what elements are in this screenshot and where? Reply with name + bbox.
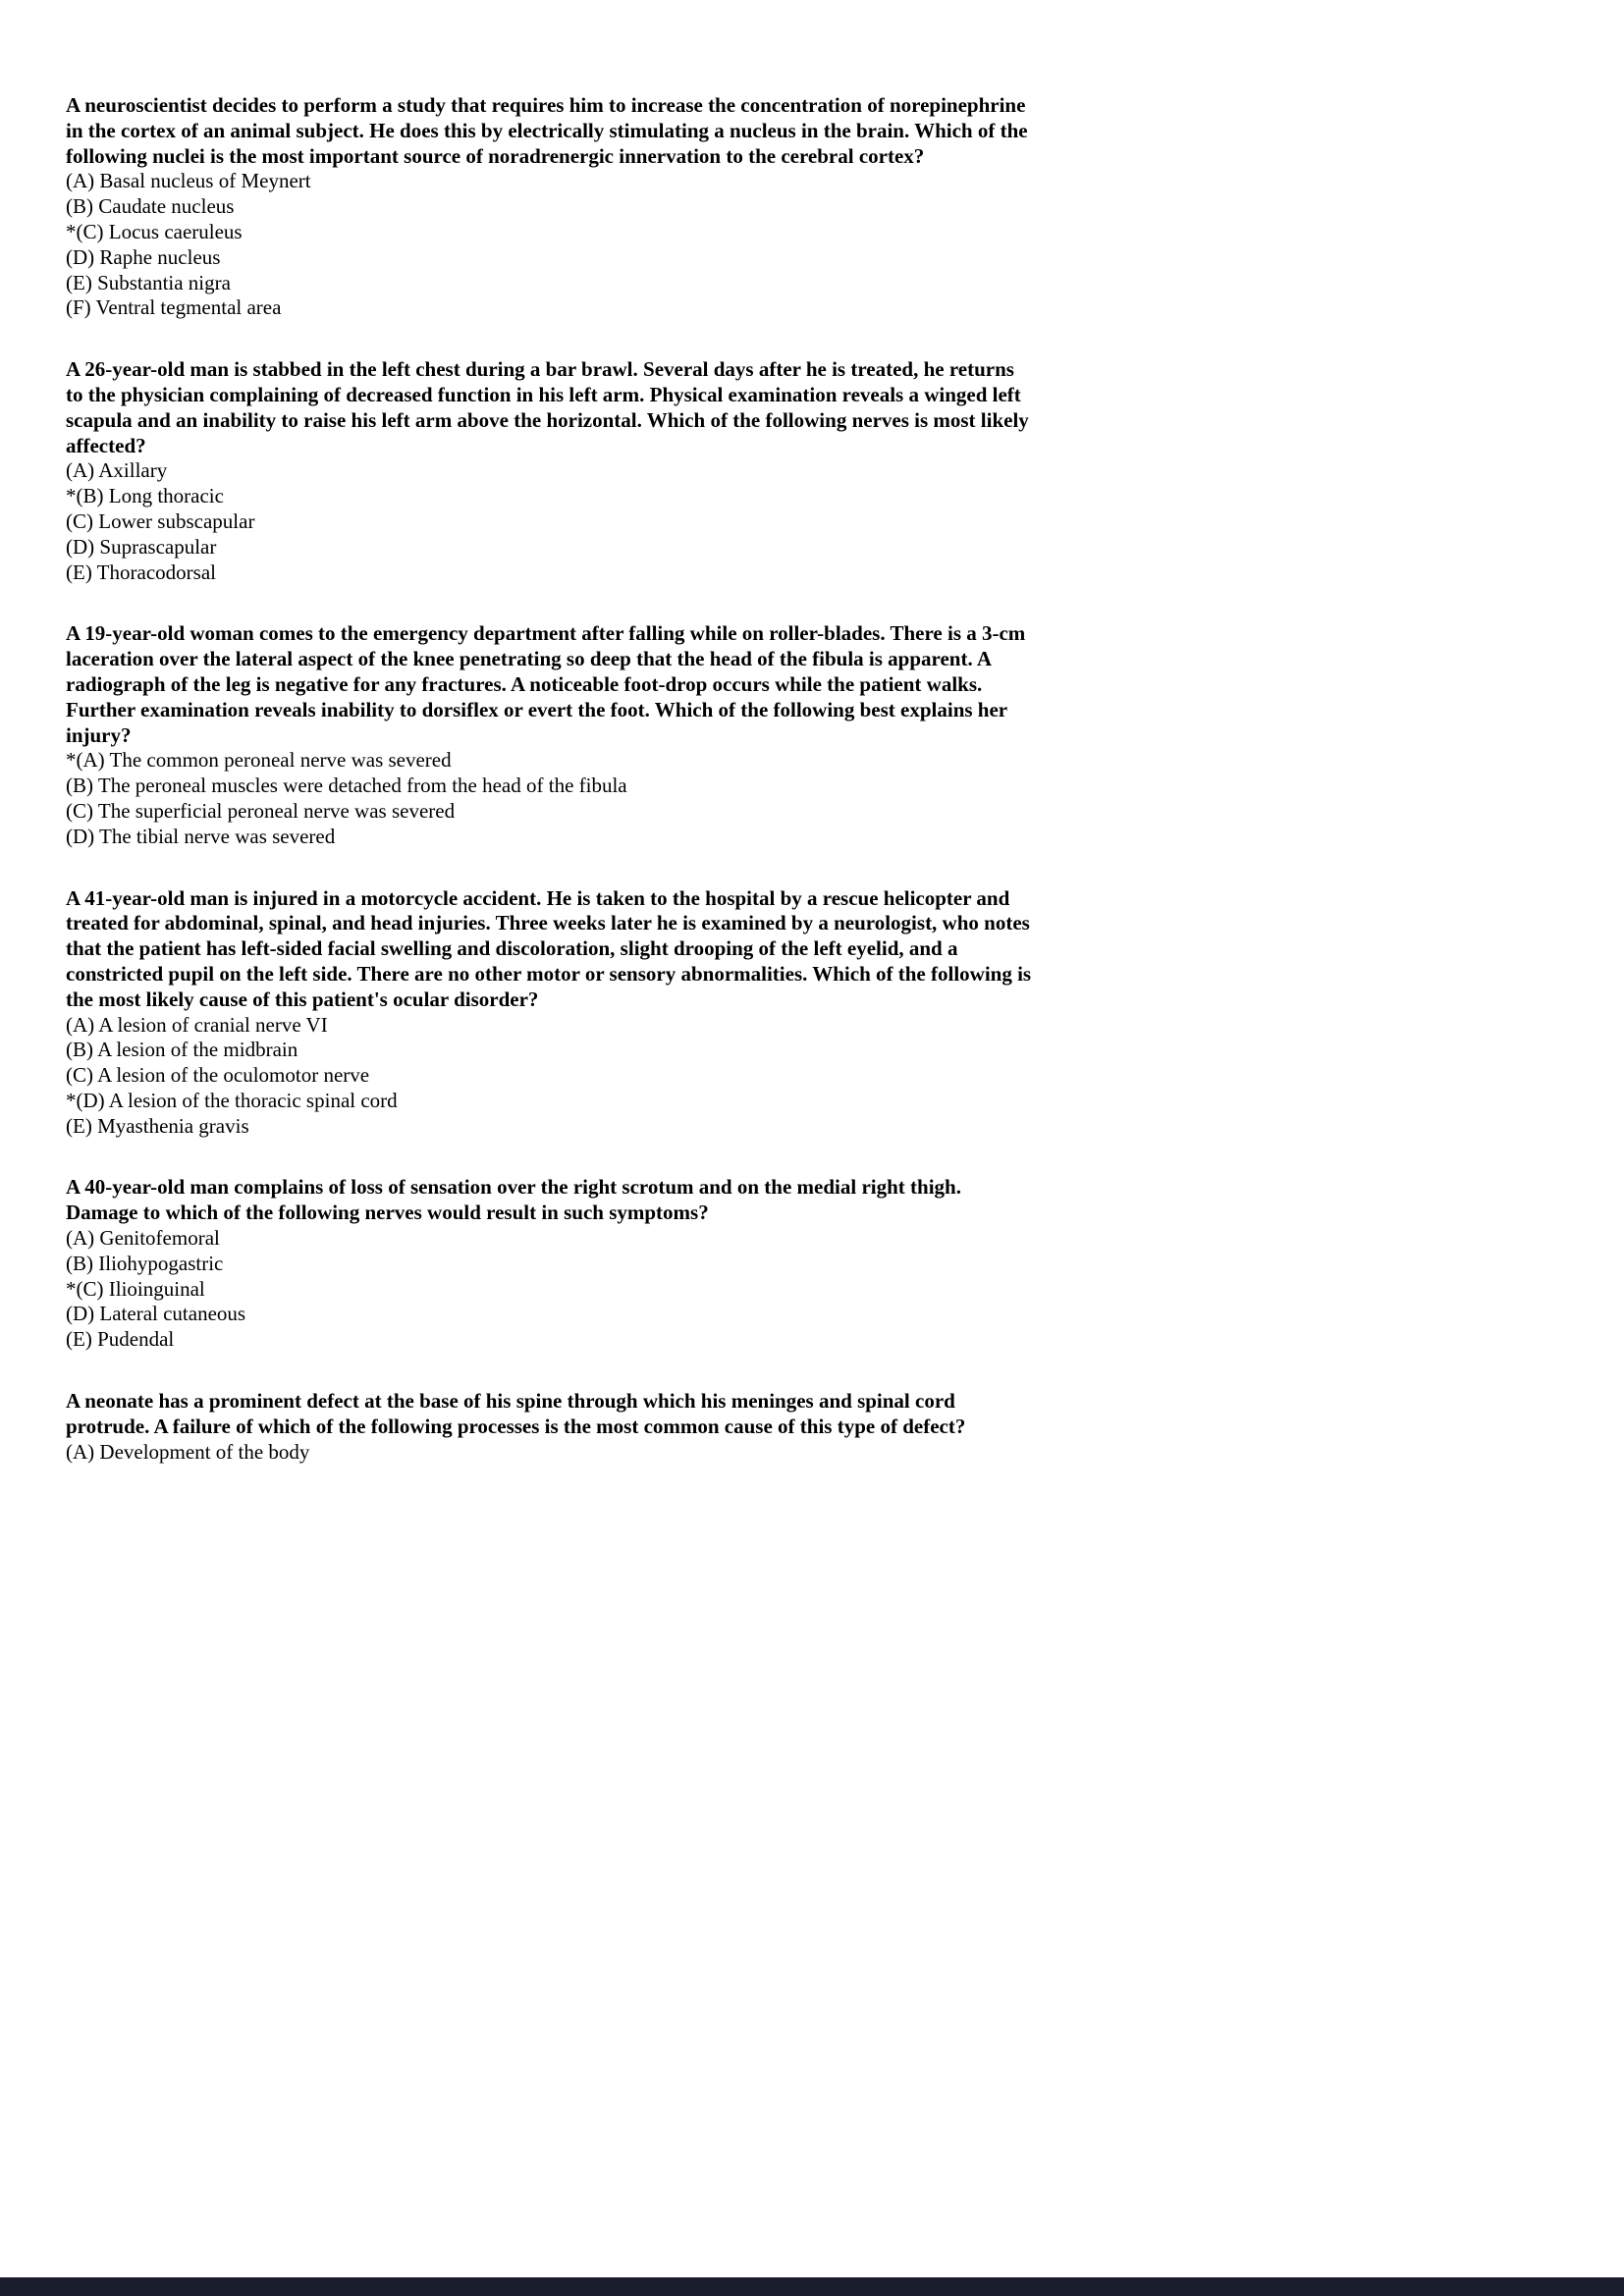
question-block — [66, 886, 1034, 1140]
answer-option-correct: *(B) Long thoracic — [66, 484, 224, 508]
question-block — [66, 1389, 1034, 1465]
question-stem: A 19-year-old woman comes to the emergency department after falling while on roller-blades. There is a 3-cm laceration over the lateral aspect of the knee penetrating so deep that the head of the fibula is apparent. A radiograph of the leg is negative for any fractures. A noticeable foot-drop occurs while the patient walks. Further examination reveals inability to dorsiflex or evert the foot. Which of the following best explains her injury? — [66, 621, 1026, 747]
answer-option: (C) A lesion of the oculomotor nerve — [66, 1063, 370, 1088]
question-stem: A 41-year-old man is injured in a motorcycle accident. He is taken to the hospital by a rescue helicopter and treated for abdominal, spinal, and head injuries. Three weeks later he is examined by a neurologist, who notes that the patient has left-sided facial swelling and discoloration, slight drooping of the left eyelid, and a constricted pupil on the left side. There are no other motor or sensory abnormalities. Which of the following is the most likely cause of this patient's ocular disorder? — [66, 885, 1032, 1011]
answer-option: (A) A lesion of cranial nerve VI — [66, 1012, 328, 1037]
answer-option: (E) Myasthenia gravis — [66, 1113, 249, 1138]
answer-option: (F) Ventral tegmental area — [66, 295, 282, 320]
answer-option: (B) The peroneal muscles were detached from the head of the fibula — [66, 774, 627, 798]
question-stem: A 26-year-old man is stabbed in the left chest during a bar brawl. Several days after he is treated, he returns to the physician complaining of decreased function in his left arm. Physical examination reveals a winged left scapula and an inability to raise his left arm above the horizontal. Which of the following nerves is most likely affected? — [66, 357, 1029, 457]
answer-option: (A) Axillary — [66, 458, 168, 483]
answer-option: (B) Iliohypogastric — [66, 1251, 224, 1275]
document-page — [66, 93, 1034, 1501]
answer-option: (A) Basal nucleus of Meynert — [66, 169, 311, 193]
answer-option: (C) Lower subscapular — [66, 508, 255, 533]
answer-option: (D) The tibial nerve was severed — [66, 824, 336, 848]
answer-option-correct: *(C) Ilioinguinal — [66, 1276, 205, 1301]
question-block — [66, 621, 1034, 849]
question-stem: A neuroscientist decides to perform a study that requires him to increase the concentration of norepinephrine in the cortex of an animal subject. He does this by electrically stimulating a nucleus in the brain. Which of the following nuclei is the most important source of noradrenergic innervation to the cerebral cortex? — [66, 93, 1028, 168]
question-stem: A neonate has a prominent defect at the base of his spine through which his meninges and spinal cord protrude. A failure of which of the following processes is the most common cause of this type of defect? — [66, 1389, 966, 1438]
answer-option: (B) Caudate nucleus — [66, 194, 235, 219]
answer-option: (D) Raphe nucleus — [66, 244, 221, 269]
answer-option: (E) Substantia nigra — [66, 270, 231, 294]
bottom-edge-bar — [0, 2277, 1624, 2296]
answer-option-correct: *(D) A lesion of the thoracic spinal cord — [66, 1088, 398, 1112]
questions-list — [66, 93, 1034, 1465]
answer-option: (B) A lesion of the midbrain — [66, 1038, 298, 1062]
question-stem: A 40-year-old man complains of loss of sensation over the right scrotum and on the medial right thigh. Damage to which of the following nerves would result in such symptoms? — [66, 1175, 961, 1225]
answer-option: (D) Suprascapular — [66, 534, 217, 559]
question-block — [66, 93, 1034, 321]
answer-option: (A) Development of the body — [66, 1439, 310, 1464]
answer-option: (A) Genitofemoral — [66, 1226, 220, 1251]
answer-option: (D) Lateral cutaneous — [66, 1302, 246, 1326]
question-block — [66, 357, 1034, 585]
question-block — [66, 1175, 1034, 1353]
answer-option: (E) Pudendal — [66, 1327, 175, 1352]
answer-option: (E) Thoracodorsal — [66, 560, 216, 584]
answer-option-correct: *(A) The common peroneal nerve was severed — [66, 748, 452, 773]
answer-option-correct: *(C) Locus caeruleus — [66, 219, 243, 243]
answer-option: (C) The superficial peroneal nerve was severed — [66, 798, 456, 823]
